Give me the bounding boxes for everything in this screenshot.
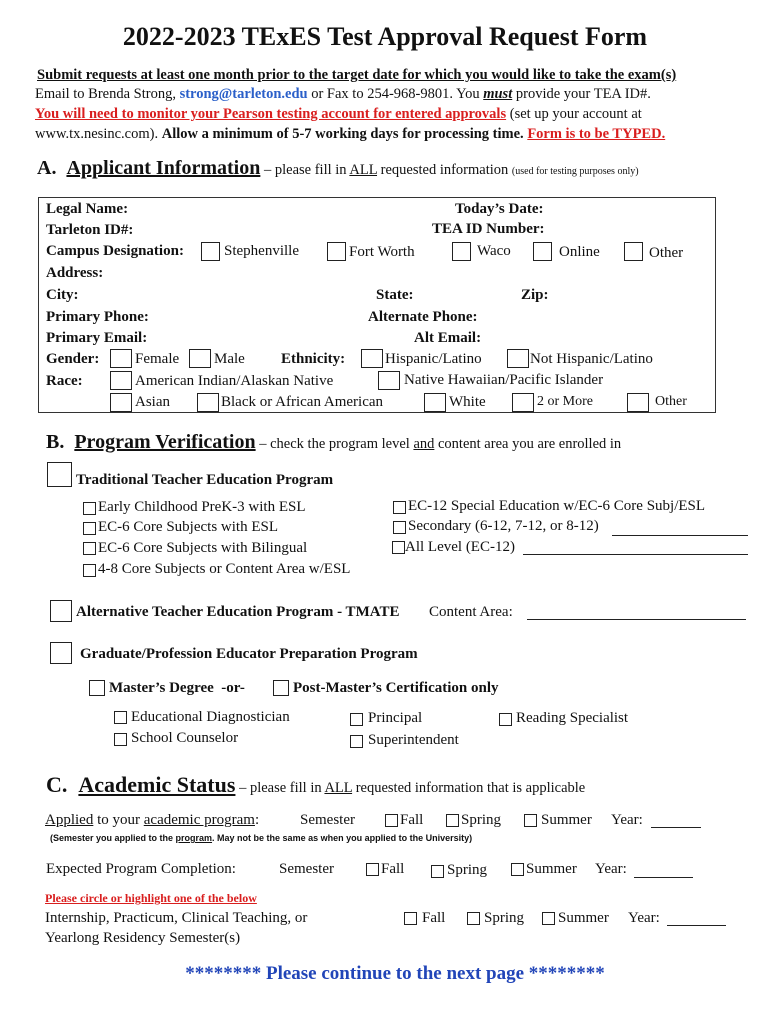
applied-semester-label: Semester [300,812,355,828]
race-white-checkbox[interactable] [424,393,446,412]
trad-option-label: All Level (EC-12) [405,539,515,555]
applied-fall-checkbox[interactable] [385,814,398,827]
campus-fort-worth-checkbox[interactable] [327,242,346,261]
city-label: City: [46,287,79,303]
principal-checkbox[interactable] [350,713,363,726]
ec6-esl-checkbox[interactable] [83,522,96,535]
expected-semester-label: Semester [279,861,334,877]
section-a-heading: A. Applicant Information – please fill in ALL requested information (used for testing purposes only) [37,157,639,179]
ec6-bilingual-checkbox[interactable] [83,542,96,555]
section-b-heading: B. Program Verification – check the program level and content area you are enrolled in [46,431,622,453]
reading-specialist-checkbox[interactable] [499,713,512,726]
masters-degree-checkbox[interactable] [89,680,105,696]
ethnicity-option-label: Hispanic/Latino [385,351,482,367]
campus-other-checkbox[interactable] [624,242,643,261]
race-option-label: Asian [135,394,170,410]
internship-summer-checkbox[interactable] [542,912,555,925]
early-childhood-checkbox[interactable] [83,502,96,515]
section-c-heading: C. Academic Status – please fill in ALL requested information that is applicable [46,772,586,797]
expected-summer-checkbox[interactable] [511,863,524,876]
tarleton-id-label: Tarleton ID#: [46,222,134,238]
campus-option-label: Other [649,245,684,261]
ed-diagnostician-checkbox[interactable] [114,711,127,724]
internship-year-label: Year: [628,910,660,926]
alternative-program-label: Alternative Teacher Education Program - TMATE [76,604,400,620]
traditional-program-label: Traditional Teacher Education Program [76,472,334,488]
alternate-phone-label: Alternate Phone: [368,309,478,325]
internship-spring-checkbox[interactable] [467,912,480,925]
masters-degree-label: Master’s Degree -or- [109,680,245,696]
address-label: Address: [46,265,104,281]
grad-option-label: School Counselor [131,730,239,746]
internship-fall-checkbox[interactable] [404,912,417,925]
expected-fall-checkbox[interactable] [366,863,379,876]
tea-id-label: TEA ID Number: [432,221,545,237]
ethnicity-hispanic-checkbox[interactable] [361,349,383,368]
internship-spring-label: Spring [484,910,525,926]
secondary-checkbox[interactable] [393,521,406,534]
expected-spring-checkbox[interactable] [431,865,444,878]
race-option-label: Other [655,394,687,409]
race-two-or-more-checkbox[interactable] [512,393,534,412]
applied-fall-label: Fall [400,812,424,828]
expected-spring-label: Spring [447,862,488,878]
ec12-special-ed-checkbox[interactable] [393,501,406,514]
applied-summer-checkbox[interactable] [524,814,537,827]
alternative-program-checkbox[interactable] [50,600,72,622]
internship-year-line[interactable] [667,925,726,926]
content-area-line[interactable] [527,619,746,620]
expected-completion-label: Expected Program Completion: [46,861,236,877]
secondary-content-line[interactable] [612,535,748,536]
grades-4-8-checkbox[interactable] [83,564,96,577]
race-option-label: 2 or More [537,394,593,409]
expected-summer-label: Summer [526,861,577,877]
ethnicity-not-hispanic-checkbox[interactable] [507,349,529,368]
trad-option-label: 4-8 Core Subjects or Content Area w/ESL [98,561,351,577]
gender-option-label: Male [214,351,245,367]
campus-stephenville-checkbox[interactable] [201,242,220,261]
campus-waco-checkbox[interactable] [452,242,471,261]
applied-note: (Semester you applied to the program. May not be the same as when you applied to the University) [50,833,473,843]
trad-option-label: Secondary (6-12, 7-12, or 8-12) [408,518,599,534]
internship-summer-label: Summer [558,910,609,926]
intro-line-3: You will need to monitor your Pearson testing account for entered approvals (set up your account at [35,106,642,122]
intro-line-4: www.tx.nesinc.com). Allow a minimum of 5-7 working days for processing time. Form is to be TYPED. [35,126,666,142]
graduate-program-checkbox[interactable] [50,642,72,664]
race-option-label: American Indian/Alaskan Native [135,373,334,389]
internship-fall-label: Fall [422,910,446,926]
campus-option-label: Waco [477,243,511,259]
gender-option-label: Female [135,351,180,367]
alt-email-label: Alt Email: [414,330,482,346]
intro-line-2: Email to Brenda Strong, strong@tarleton.edu or Fax to 254-968-9801. You must provide your TEA ID#. [35,86,651,102]
all-level-checkbox[interactable] [392,541,405,554]
grad-option-label: Superintendent [368,732,459,748]
form-title: 2022-2023 TExES Test Approval Request Form [122,22,648,51]
all-level-content-line[interactable] [523,554,748,555]
superintendent-checkbox[interactable] [350,735,363,748]
applied-spring-label: Spring [461,812,502,828]
campus-label: Campus Designation: [46,243,184,259]
race-label: Race: [46,373,83,389]
internship-label-1: Internship, Practicum, Clinical Teaching, or [45,910,308,926]
post-masters-label: Post-Master’s Certification only [293,680,499,696]
trad-option-label: EC-12 Special Education w/EC-6 Core Subj/ESL [408,498,706,514]
campus-option-label: Stephenville [224,243,299,259]
gender-male-checkbox[interactable] [189,349,211,368]
todays-date-label: Today’s Date: [455,201,544,217]
continue-note: ******** Please continue to the next page ******** [185,963,605,984]
grad-option-label: Principal [368,710,423,726]
campus-option-label: Online [559,244,600,260]
expected-fall-label: Fall [381,861,405,877]
traditional-program-checkbox[interactable] [47,462,72,487]
internship-label-2: Yearlong Residency Semester(s) [45,930,241,946]
race-american-indian-checkbox[interactable] [110,371,132,390]
grad-option-label: Reading Specialist [516,710,629,726]
race-asian-checkbox[interactable] [110,393,132,412]
expected-year-label: Year: [595,861,627,877]
expected-year-line[interactable] [634,877,693,878]
race-option-label: Native Hawaiian/Pacific Islander [404,372,604,388]
campus-option-label: Fort Worth [349,244,415,260]
zip-label: Zip: [521,287,549,303]
trad-option-label: EC-6 Core Subjects with Bilingual [98,540,308,556]
primary-phone-label: Primary Phone: [46,309,149,325]
campus-online-checkbox[interactable] [533,242,552,261]
contact-email-link[interactable]: strong@tarleton.edu [179,86,308,102]
applied-year-label: Year: [611,812,643,828]
graduate-program-label: Graduate/Profession Educator Preparation Program [80,646,418,662]
intro-line-1: Submit requests at least one month prior to the target date for which you would like to take the exam(s) [37,67,677,83]
content-area-label: Content Area: [429,604,513,620]
applied-summer-label: Summer [541,812,592,828]
applied-year-line[interactable] [651,827,701,828]
trad-option-label: Early Childhood PreK-3 with ESL [98,499,306,515]
ethnicity-option-label: Not Hispanic/Latino [530,351,653,367]
state-label: State: [376,287,414,303]
race-option-label: Black or African American [221,394,384,410]
legal-name-label: Legal Name: [46,201,129,217]
race-option-label: White [449,394,486,410]
race-black-checkbox[interactable] [197,393,219,412]
trad-option-label: EC-6 Core Subjects with ESL [98,519,278,535]
school-counselor-checkbox[interactable] [114,733,127,746]
applied-label: Applied to your academic program: [45,812,260,828]
applied-spring-checkbox[interactable] [446,814,459,827]
post-masters-checkbox[interactable] [273,680,289,696]
grad-option-label: Educational Diagnostician [131,709,290,725]
circle-note: Please circle or highlight one of the below [45,891,257,905]
race-other-checkbox[interactable] [627,393,649,412]
gender-female-checkbox[interactable] [110,349,132,368]
primary-email-label: Primary Email: [46,330,148,346]
ethnicity-label: Ethnicity: [281,351,346,367]
gender-label: Gender: [46,351,100,367]
race-native-hawaiian-checkbox[interactable] [378,371,400,390]
